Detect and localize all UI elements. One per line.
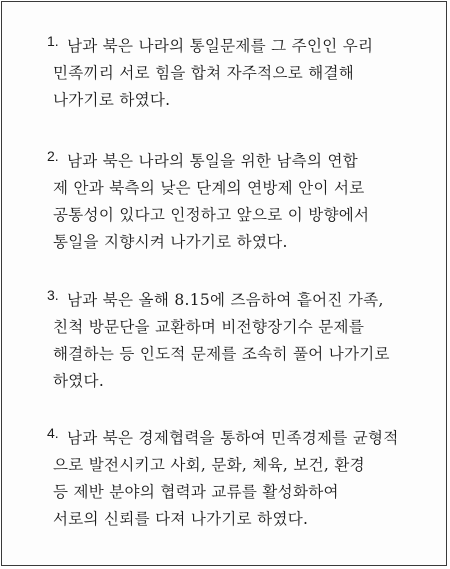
clause-text xyxy=(53,287,397,395)
clause-line: 서로의 신뢰를 다져 나가기로 하였다. xyxy=(53,510,309,528)
clause-line: 남과 북은 올해 8.15에 즈음하여 흩어진 가족, xyxy=(67,291,384,309)
clause-number: 2. xyxy=(47,148,59,164)
clause-line: 공통성이 있다고 인정하고 앞으로 이 방향에서 xyxy=(53,206,370,224)
clause-line: 남과 북은 나라의 통일을 위한 남측의 연합 xyxy=(67,152,359,170)
clause-line: 남과 북은 나라의 통일문제를 그 주인인 우리 xyxy=(67,37,374,55)
clause-line: 등 제반 분야의 협력과 교류를 활성화하여 xyxy=(53,483,339,501)
clause-line: 통일을 지향시켜 나가기로 하였다. xyxy=(53,233,288,251)
clause-text xyxy=(53,33,397,114)
clause-number: 4. xyxy=(47,425,59,441)
clause-line: 으로 발전시키고 사회, 문화, 체육, 보건, 환경 xyxy=(53,456,365,474)
clause-line: 나가기로 하였다. xyxy=(53,91,171,109)
clause-line: 친척 방문단을 교환하며 비전향장기수 문제를 xyxy=(53,318,365,336)
clause-number: 1. xyxy=(47,33,59,49)
clause-line: 제 안과 북측의 낮은 단계의 연방제 안이 서로 xyxy=(53,179,365,197)
clause-line: 해결하는 등 인도적 문제를 조속히 풀어 나가기로 xyxy=(53,345,390,363)
clause-line: 민족끼리 서로 힘을 합쳐 자주적으로 해결해 xyxy=(53,64,355,82)
clause-text xyxy=(53,425,399,533)
clause-line: 하였다. xyxy=(53,372,105,390)
clause-line: 남과 북은 경제협력을 통하여 민족경제를 균형적 xyxy=(67,429,399,447)
clause-text xyxy=(53,148,397,256)
clause-number: 3. xyxy=(47,287,59,303)
